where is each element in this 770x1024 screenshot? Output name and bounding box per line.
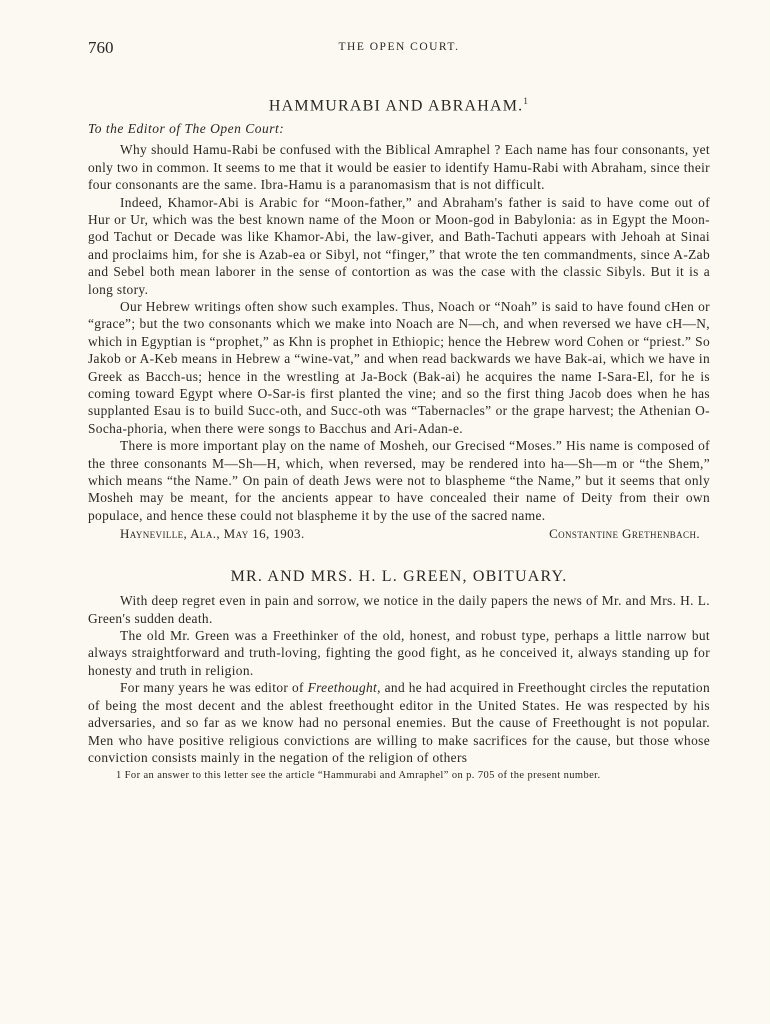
article-title-hammurabi [88,96,710,115]
running-head: THE OPEN COURT. [338,41,460,53]
paragraph [88,679,710,766]
page-header [88,38,710,62]
text-run: , and he had acquired in Freethought circles the reputation of being the most decent and the ablest freethought editor in the United States. He was respected by his adversaries, and so far as we know had no personal enemies. But the cause of Freethought is not popular. Men who have positive religious convictions are willing to make sacrifices for the cause, but those whose conviction consists mainly in the negation of the religion of others [88,680,710,765]
obituary-section [88,568,710,766]
signature [120,526,700,542]
text-run: For many years he was editor of [120,680,308,696]
paragraph: Why should Hamu-Rabi be confused with the Biblical Amraphel ? Each name has four consonants, yet only two in common. It seems to me that it would be easier to identify Hamu-Rabi with Abraham, since their four consonants are the same. Ibra-Hamu is a paranomasism that is not difficult. [88,142,710,193]
page-number: 760 [88,38,114,57]
signature-place-date: Hayneville, Ala., May 16, 1903. [120,526,305,542]
paragraph: The old Mr. Green was a Freethinker of the old, honest, and robust type, perhaps a little narrow but always straightforward and truth-loving, fighting the good fight, as he conceived it, always standing up for honesty and truth in religion. [88,628,710,678]
footnote-marker: 1 [523,96,530,106]
paragraph: Indeed, Khamor-Abi is Arabic for “Moon-father,” and Abraham's father is said to have come out of Hur or Ur, which was the best known name of the Moon or Moon-god in Babylonia: as in Egypt the Moon-god Tachut or Decade was like Khamor-Abi, the law-giver, and Bath-Tachuti appears with Jehoah at Sinai and proclaims him, for she is Azab-ea or Sibyl, not “finger,” that wrote the ten commandments, since A-Zab and Sebel both mean laborer in the sense of contortion as was the case with the classic Sibyls. But it is a long story. [88,194,710,297]
footnote: 1 For an answer to this letter see the article “Hammurabi and Amraphel” on p. 705 of the present number. [116,770,601,782]
signature-author: Constantine Grethenbach. [549,526,700,542]
paragraph: With deep regret even in pain and sorrow, we notice in the daily papers the news of Mr. and Mrs. H. L. Green's sudden death. [88,593,710,626]
publication-title: Freethought [307,680,378,696]
page-body [88,96,710,783]
paragraph: There is more important play on the name of Mosheh, our Grecised “Moses.” His name is composed of the three consonants M—Sh—H, which, when reversed, may be rendered into ha—Sh—m or “the Shem,” which means “the Name.” On pain of death Jews were not to blaspheme “the Name,” but it seems that only Mosheh may be meant, for the ancients appear to have concealed their name of Deity from their own populace, and hence these could not blaspheme it by the use of the sacred name. [88,438,710,523]
article-title-obituary: MR. AND MRS. H. L. GREEN, OBITUARY. [230,568,568,586]
article-title-text: HAMMURABI AND ABRAHAM. [268,97,524,115]
salutation: To the Editor of The Open Court: [88,121,285,137]
paragraph: Our Hebrew writings often show such examples. Thus, Noach or “Noah” is said to have found cHen or “grace”; but the two consonants which we make into Noach are N—ch, and when reversed we have cH—N, which in Egyptian is “prophet,” as Khn is prophet in Ethiopic; hence the Hebrew word Cohen or “priest.” So Jakob or A-Keb means in Hebrew a “wine-vat,” and when read backwards we have Bak-ai, which we have in Greek as Bacch-us; hence in the wrestling at Ja-Bock (Bak-ai) he acquires the name I-Sara-El, for he is coming toward Egypt where O-Sar-is first planted the vine; and so the first thing Jacob does when he has supplanted Esau is to build Succ-oth, and Succ-oth was “Tabernacles” or the grape harvest; the Athenian O-Socha-phoria, when there were songs to Bacchus and Ari-Adan-e. [88,298,710,436]
